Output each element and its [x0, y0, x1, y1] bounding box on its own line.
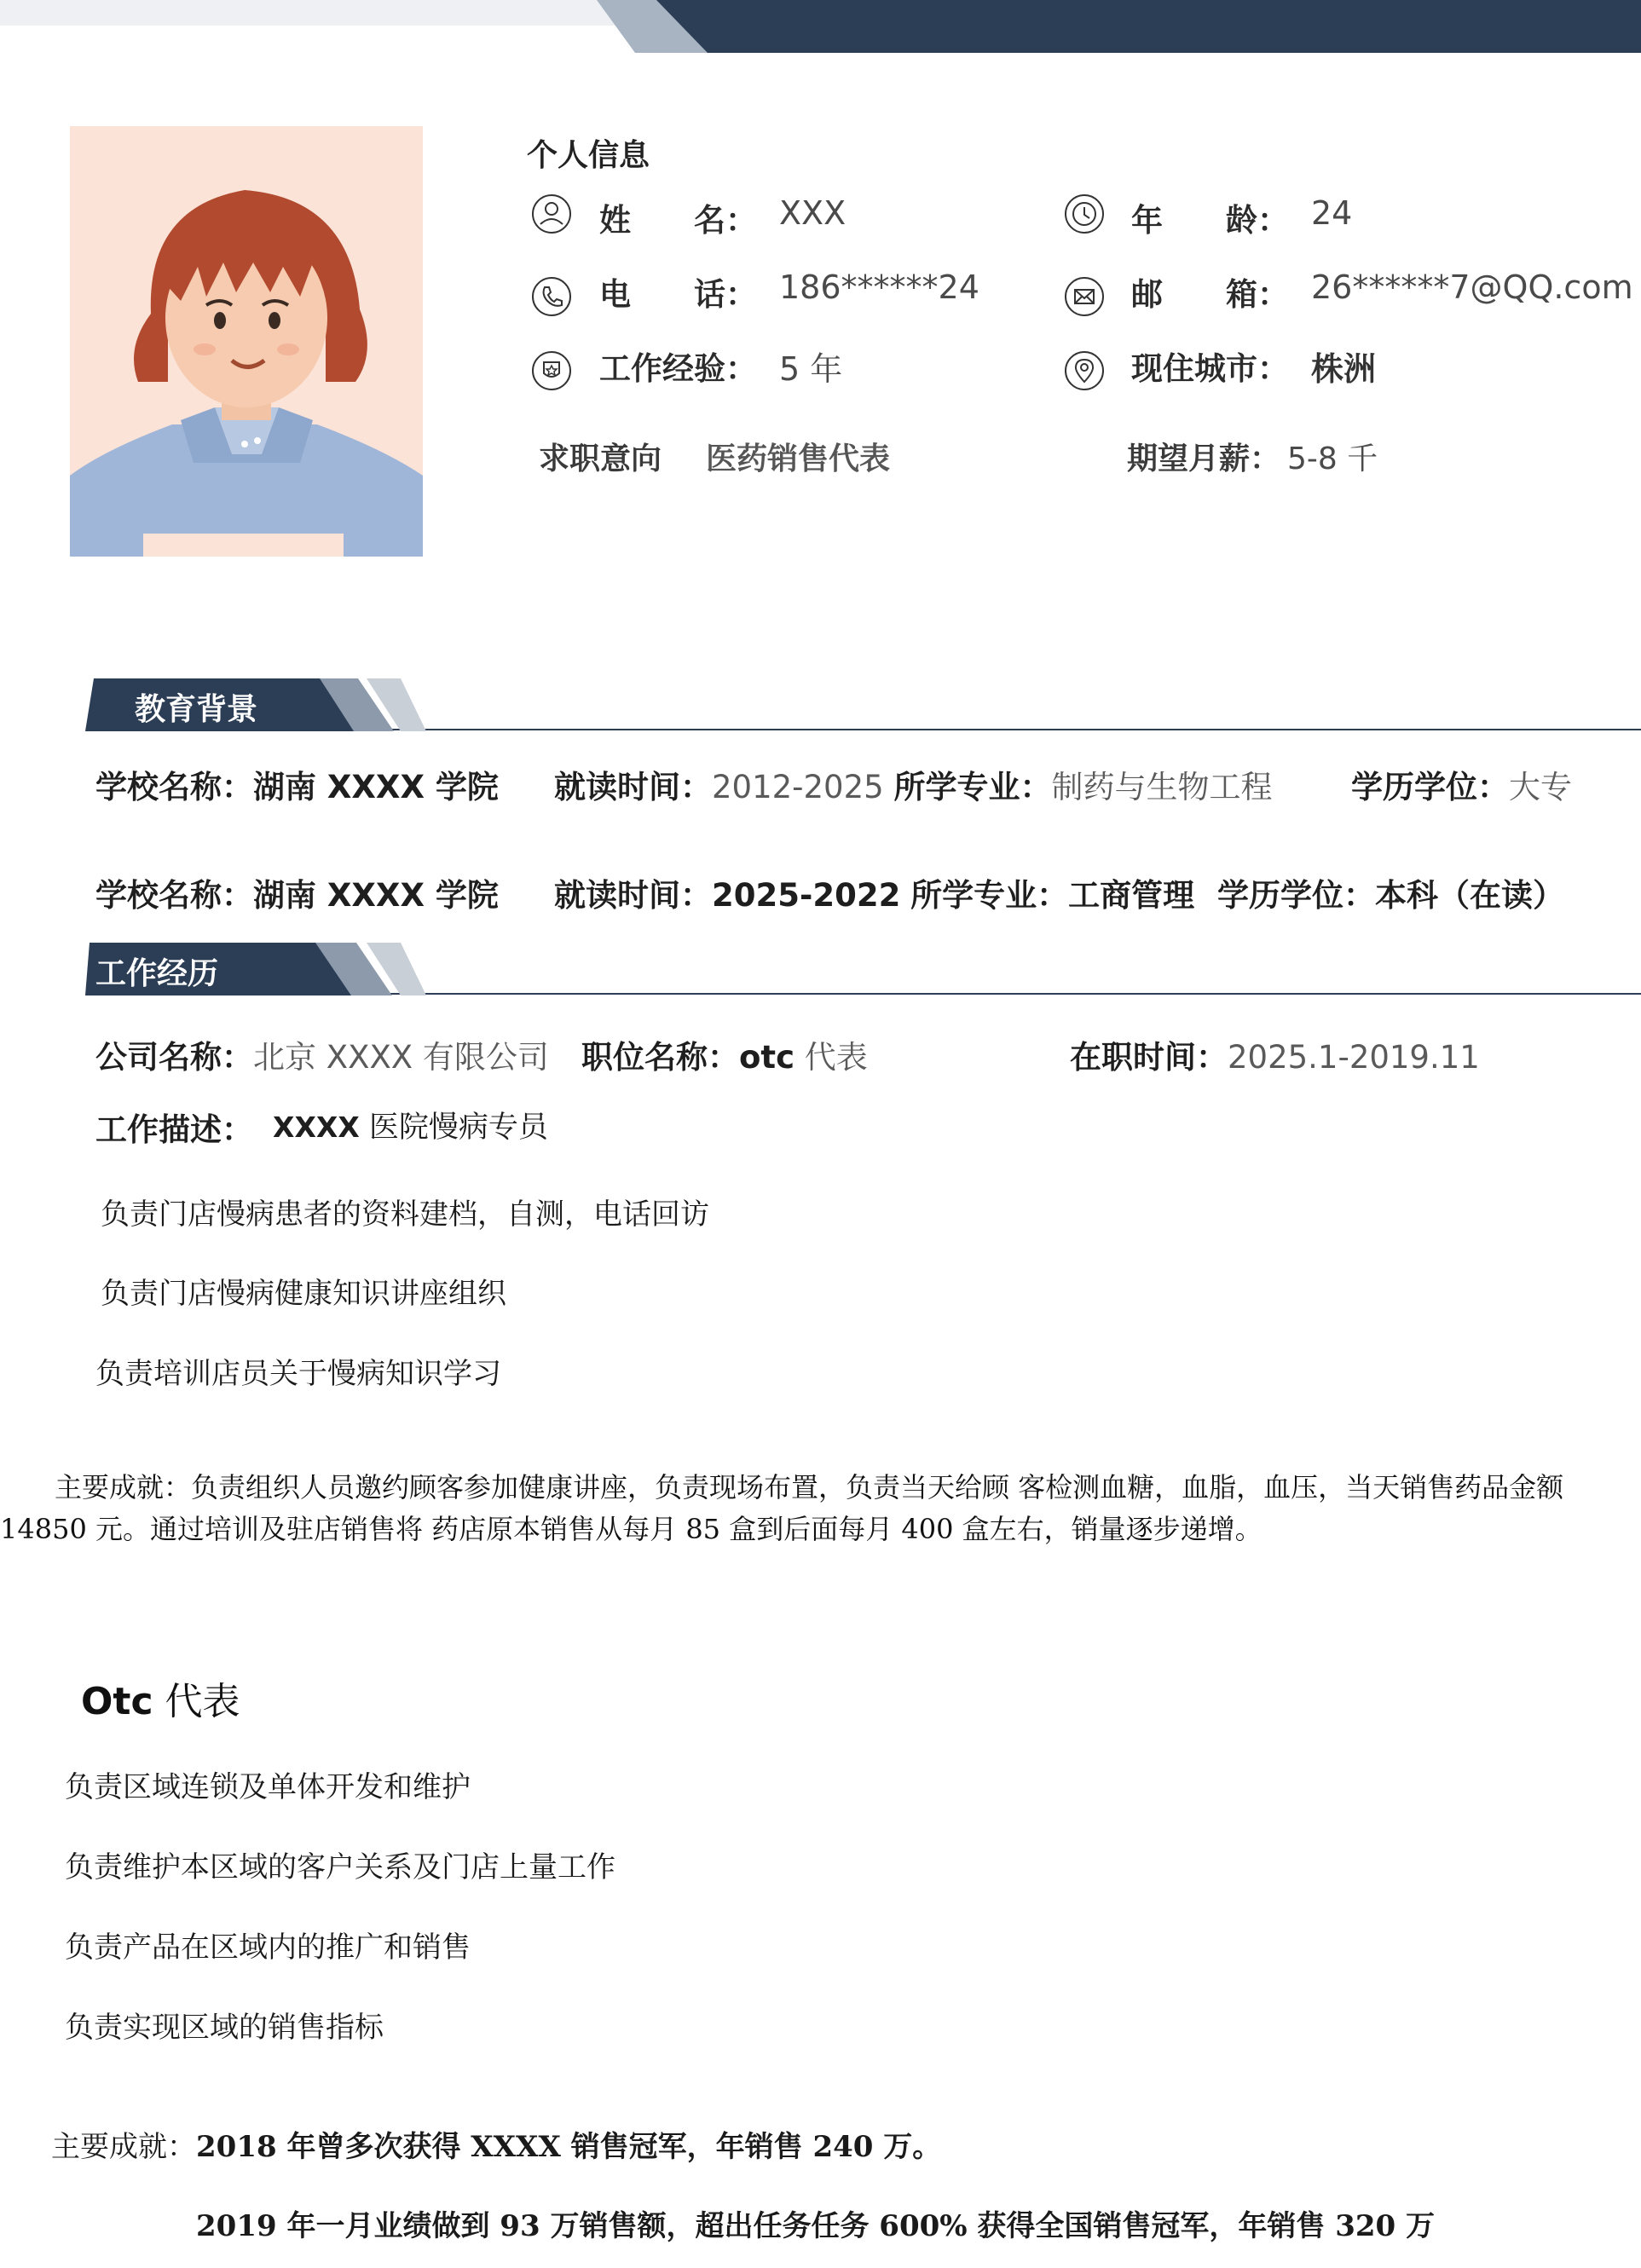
- position-value-bold: otc: [739, 1039, 795, 1076]
- work-header: [85, 943, 1641, 995]
- desc-value: [273, 1104, 548, 1146]
- desc-value-rest: 医院慢病专员: [359, 1111, 548, 1145]
- time-label: 就读时间：: [554, 877, 712, 914]
- tenure-value: 2025.1-2019.11: [1228, 1039, 1480, 1076]
- education-row: [95, 869, 499, 915]
- name-label: 姓 名：: [599, 202, 757, 239]
- education-header: [85, 678, 1641, 731]
- degree-label: 学历学位：: [1351, 769, 1509, 805]
- salary-label: 期望月薪：: [1127, 441, 1281, 476]
- email-label: 邮 箱：: [1131, 276, 1289, 313]
- degree-value: 大专: [1509, 769, 1572, 805]
- degree-label: 学历学位：: [1217, 877, 1375, 914]
- phone-icon: [530, 275, 573, 318]
- name-value: XXX: [779, 194, 847, 232]
- time-label: 就读时间：: [554, 769, 712, 805]
- school-label: 学校名称：: [95, 877, 253, 914]
- duty-item: 负责培训店员关于慢病知识学习: [95, 1357, 501, 1391]
- achievement-text: 2018 年曾多次获得 XXXX 销售冠军，年销售 240 万。: [196, 2130, 942, 2164]
- school-value: 湖南 XXXX 学院: [253, 769, 499, 805]
- otc-title-bold: Otc: [81, 1680, 153, 1723]
- salary-value: 5-8 千: [1287, 441, 1378, 476]
- intent-label: 求职意向: [539, 441, 662, 476]
- otc-duty-item: 负责产品在区域内的推广和销售: [65, 1930, 471, 1965]
- top-banner: [0, 0, 1641, 53]
- achievement-paragraph: 主要成就：负责组织人员邀约顾客参加健康讲座，负责现场布置，负责当天给顾 客检测血糖，血脂，血压，当天销售药品金额 14850 元。通过培训及驻店销售将 药店原本销售从每月 85 盒到后面每月 400 盒左右，销量逐步递增。: [0, 1471, 1564, 1545]
- time-value: 2025-2022: [712, 877, 901, 914]
- duty-item: 负责门店慢病患者的资料建档，自测，电话回访: [101, 1197, 709, 1232]
- desc-value-bold: XXXX: [273, 1111, 360, 1144]
- city-label: 现住城市：: [1131, 350, 1289, 387]
- achievement-line: 2019 年一月业绩做到 93 万销售额，超出任务任务 600% 获得全国销售冠军，年销售 320 万: [196, 2209, 1436, 2243]
- education-title: 教育背景: [135, 692, 258, 727]
- school-value: 湖南 XXXX 学院: [253, 877, 499, 914]
- tenure-label: 在职时间：: [1070, 1039, 1228, 1076]
- personal-info-title: 个人信息: [527, 138, 650, 173]
- company-row: [95, 1031, 549, 1077]
- major-value: 制药与生物工程: [1051, 769, 1273, 805]
- work-title: 工作经历: [95, 956, 219, 991]
- age-value: 24: [1311, 194, 1353, 232]
- company-value: 北京 XXXX 有限公司: [253, 1039, 549, 1076]
- major-label: 所学专业：: [910, 877, 1069, 914]
- desc-label: 工作描述：: [95, 1111, 253, 1148]
- experience-label: 工作经验：: [599, 350, 757, 387]
- intent-value: 医药销售代表: [706, 441, 891, 476]
- education-row: [95, 761, 499, 807]
- education-degree: [1351, 761, 1572, 807]
- major-value: 工商管理: [1068, 877, 1195, 914]
- achievement-line: [51, 2123, 941, 2165]
- company-label: 公司名称：: [95, 1039, 253, 1076]
- otc-duty-item: 负责实现区域的销售指标: [65, 2011, 384, 2045]
- education-time: [554, 761, 1272, 807]
- tenure-row: [1070, 1031, 1480, 1077]
- degree-value: 本科（在读）: [1375, 877, 1564, 914]
- age-label: 年 龄：: [1131, 202, 1289, 239]
- otc-title: [81, 1671, 240, 1725]
- position-label: 职位名称：: [581, 1039, 739, 1076]
- otc-duty-item: 负责区域连锁及单体开发和维护: [65, 1770, 471, 1804]
- mail-icon: [1063, 275, 1106, 318]
- phone-label: 电 话：: [599, 276, 757, 313]
- clock-icon: [1063, 193, 1106, 235]
- work-description: [95, 1104, 253, 1150]
- education-time: [554, 869, 1194, 915]
- phone-value: 186******24: [779, 268, 979, 306]
- major-label: 所学专业：: [893, 769, 1052, 805]
- otc-title-rest: 代表: [153, 1680, 240, 1723]
- school-label: 学校名称：: [95, 769, 253, 805]
- education-degree: [1217, 869, 1564, 915]
- avatar: [70, 126, 423, 557]
- user-icon: [530, 193, 573, 235]
- city-value: 株洲: [1311, 350, 1377, 388]
- position-value: 代表: [794, 1039, 868, 1076]
- duty-item: 负责门店慢病健康知识讲座组织: [101, 1277, 506, 1311]
- position-row: [581, 1031, 868, 1077]
- experience-value: 5 年: [779, 350, 843, 388]
- email-value: 26******7@QQ.com: [1311, 268, 1633, 306]
- location-icon: [1063, 349, 1106, 392]
- badge-icon: [530, 349, 573, 392]
- achievement-label: 主要成就：: [51, 2130, 196, 2164]
- otc-duty-item: 负责维护本区域的客户关系及门店上量工作: [65, 1850, 615, 1884]
- time-value: 2012-2025: [712, 769, 884, 805]
